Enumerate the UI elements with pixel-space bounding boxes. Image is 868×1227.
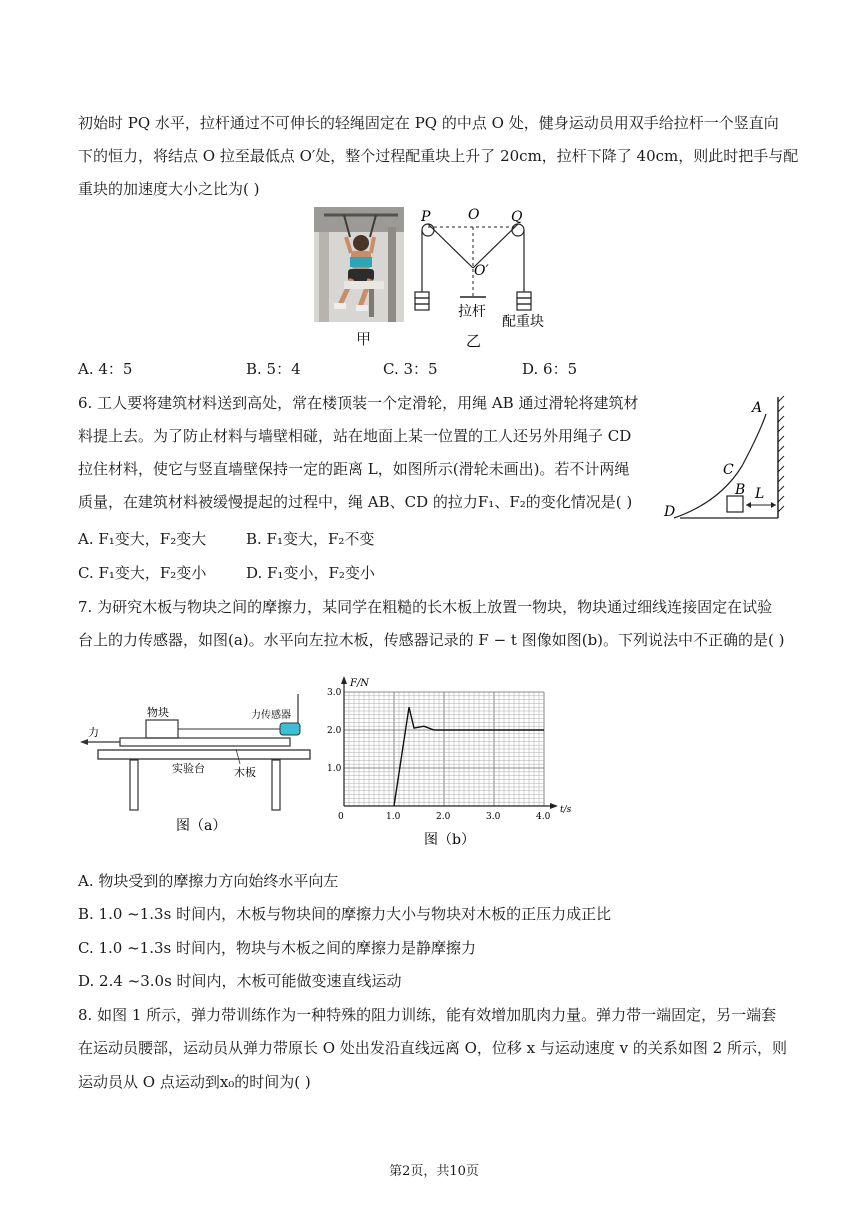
label-p: P [421, 209, 431, 225]
label-q: Q [511, 209, 523, 225]
q5-line-3: 重块的加速度大小之比为( ) [78, 180, 260, 198]
gym-photo [314, 207, 404, 322]
q8-line-1: 8. 如图 1 所示，弹力带训练作为一种特殊的阻力训练，能有效增加肌肉力量。弹力带一端固定，另一端套 [78, 1006, 777, 1024]
figure-a-caption: 图（a） [176, 818, 227, 834]
q8-line-2: 在运动员腰部，运动员从弹力带原长 O 处出发沿直线远离 O，位移 x 与运动速度 v 的关系如图 2 所示，则 [78, 1039, 787, 1057]
label-li: 力 [88, 726, 99, 739]
x-tick-label: 0 [338, 812, 344, 822]
x-axis-label: t/s [560, 805, 572, 815]
q5-option-a: A. 4：5 [78, 360, 133, 378]
q7-option-a: A. 物块受到的摩擦力方向始终水平向左 [78, 872, 339, 890]
force-time-chart [322, 672, 577, 857]
x-tick-label: 3.0 [486, 812, 501, 822]
label-force-sensor: 力传感器 [251, 710, 291, 721]
pulley-diagram [412, 202, 562, 352]
figure-jia-label: 甲 [356, 330, 372, 348]
rope-wall-diagram [650, 392, 790, 527]
y-tick-label: 3.0 [327, 688, 342, 698]
q5-line-1: 初始时 PQ 水平，拉杆通过不可伸长的轻绳固定在 PQ 的中点 O 处，健身运动员用双手给拉杆一个竖直向 [78, 114, 779, 132]
q7-line-1: 7. 为研究木板与物块之间的摩擦力，某同学在粗糙的长木板上放置一物块，物块通过细线连接固定在试验 [78, 598, 773, 616]
pulley-schematic [415, 224, 531, 310]
figure-b-caption: 图（b） [424, 832, 475, 848]
experiment-setup-figure [76, 680, 316, 850]
x-tick-label: 1.0 [386, 812, 401, 822]
q6-line-3: 拉住材料，使它与竖直墙壁保持一定的距离 L，如图所示(滑轮未画出)。若不计两绳 [78, 460, 630, 478]
y-axis-label: F/N [350, 678, 370, 689]
q6-option-a: A. F₁变大，F₂变大 [78, 530, 207, 548]
x-tick-label: 2.0 [436, 812, 451, 822]
q7-option-c: C. 1.0 ~1.3s 时间内，物块与木板之间的摩擦力是静摩擦力 [78, 939, 476, 957]
label-d: D [664, 504, 676, 520]
label-table: 实验台 [172, 762, 205, 775]
q6-line-1: 6. 工人要将建筑材料送到高处，常在楼顶装一个定滑轮，用绳 AB 通过滑轮将建筑材 [78, 394, 639, 412]
label-l: L [755, 486, 765, 502]
q5-option-d: D. 6：5 [522, 360, 578, 378]
label-board: 木板 [234, 766, 256, 779]
chart-grid [344, 692, 544, 806]
y-tick-label: 1.0 [327, 764, 342, 774]
q5-option-c: C. 3：5 [383, 360, 438, 378]
q8-line-3: 运动员从 O 点运动到x₀的时间为( ) [78, 1073, 311, 1091]
label-b: B [735, 482, 746, 498]
q6-option-d: D. F₁变小，F₂变小 [246, 564, 375, 582]
q6-option-c: C. F₁变大，F₂变小 [78, 564, 207, 582]
q6-line-4: 质量，在建筑材料被缓慢提起的过程中，绳 AB、CD 的拉力F₁、F₂的变化情况是( ) [78, 493, 633, 511]
q5-option-b: B. 5：4 [246, 360, 301, 378]
figure-yi-label: 乙 [466, 332, 482, 350]
rope-curve [674, 414, 766, 518]
q6-line-2: 料提上去。为了防止材料与墙壁相碰，站在地面上某一位置的工人还另外用绳子 CD [78, 427, 632, 445]
label-a: A [752, 400, 763, 416]
label-o: O [468, 207, 480, 223]
page-footer: 第2页，共10页 [389, 1164, 479, 1179]
athlete-illustration [314, 207, 404, 322]
x-axis-arrow [550, 803, 558, 809]
label-peizhongkuai: 配重块 [502, 314, 544, 330]
x-tick-label: 4.0 [536, 812, 551, 822]
y-tick-label: 2.0 [327, 726, 342, 736]
material-block [727, 496, 743, 512]
label-wukuai: 物块 [147, 706, 169, 719]
q7-option-d: D. 2.4 ~3.0s 时间内，木板可能做变速直线运动 [78, 972, 402, 990]
q7-option-b: B. 1.0 ~1.3s 时间内，木板与物块间的摩擦力大小与物块对木板的正压力成正比 [78, 905, 612, 923]
label-o-prime: O′ [474, 263, 489, 279]
y-axis-arrow [341, 676, 347, 684]
wall-hatching [680, 396, 784, 518]
q6-option-b: B. F₁变大，F₂不变 [246, 530, 375, 548]
q5-line-2: 下的恒力，将结点 O 拉至最低点 O′处，整个过程配重块上升了 20cm，拉杆下降了 40cm，则此时把手与配 [78, 147, 799, 165]
label-lagan: 拉杆 [458, 304, 486, 320]
q7-line-2: 台上的力传感器，如图(a)。水平向左拉木板，传感器记录的 F − t 图像如图(b)。下列说法中不正确的是( ) [78, 631, 785, 649]
label-c: C [723, 462, 734, 478]
